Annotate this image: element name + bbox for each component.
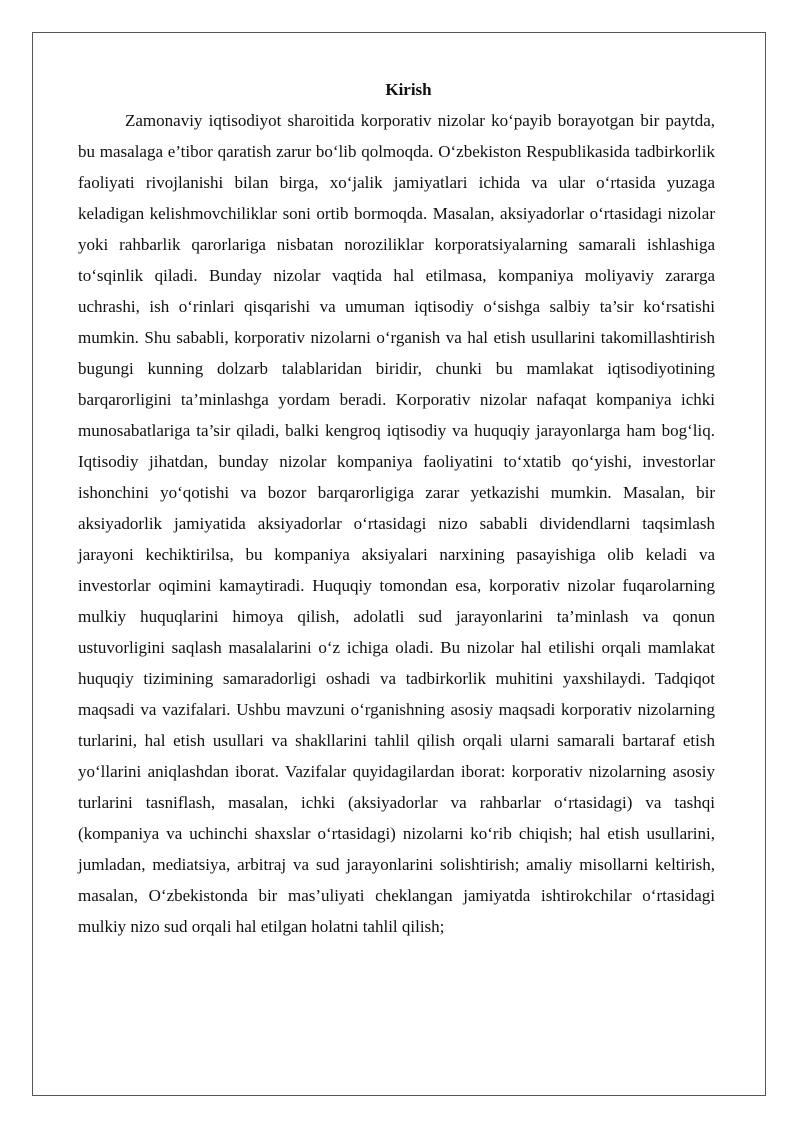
- page-frame: [32, 32, 766, 1096]
- document-body: [78, 75, 715, 942]
- section-heading: Kirish: [385, 80, 432, 99]
- body-paragraph: Zamonaviy iqtisodiyot sharoitida korporativ nizolar ko‘payib borayotgan bir paytda, bu masalaga e’tibor qaratish zarur bo‘lib qolmoqda. O‘zbekiston Respublikasida tadbirkorlik faoliyati rivojlanishi bilan birga, xo‘jalik jamiyatlari ichida va ular o‘rtasida yuzaga keladigan kelishmovchiliklar soni ortib bormoqda. Masalan, aksiyadorlar o‘rtasidagi nizolar yoki rahbarlik qarorlariga nisbatan noroziliklar korporatsiyalarning samarali ishlashiga to‘sqinlik qiladi. Bunday nizolar vaqtida hal etilmasa, kompaniya moliyaviy zararga uchrashi, ish o‘rinlari qisqarishi va umuman iqtisodiy o‘sishga salbiy ta’sir ko‘rsatishi mumkin. Shu sababli, korporativ nizolarni o‘rganish va hal etish usullarini takomillashtirish bugungi kunning dolzarb talablaridan biridir, chunki bu mamlakat iqtisodiyotining barqarorligini ta’minlashga yordam beradi. Korporativ nizolar nafaqat kompaniya ichki munosabatlariga ta’sir qiladi, balki kengroq iqtisodiy va huquqiy jarayonlarga ham bog‘liq. Iqtisodiy jihatdan, bunday nizolar kompaniya faoliyatini to‘xtatib qo‘yishi, investorlar ishonchini yo‘qotishi va bozor barqarorligiga zarar yetkazishi mumkin. Masalan, bir aksiyadorlik jamiyatida aksiyadorlar o‘rtasidagi nizo sababli dividendlarni taqsimlash jarayoni kechiktirilsa, bu kompaniya aksiyalari narxining pasayishiga olib keladi va investorlar oqimini kamaytiradi. Huquqiy tomondan esa, korporativ nizolar fuqarolarning mulkiy huquqlarini himoya qilish, adolatli sud jarayonlarini ta’minlash va qonun ustuvorligini saqlash masalalarini o‘z ichiga oladi. Bu nizolar hal etilishi orqali mamlakat huquqiy tizimining samaradorligi oshadi va tadbirkorlik muhitini yaxshilaydi. Tadqiqot maqsadi va vazifalari. Ushbu mavzuni o‘rganishning asosiy maqsadi korporativ nizolarning turlarini, hal etish usullari va shakllarini tahlil qilish orqali ularni samarali bartaraf etish yo‘llarini aniqlashdan iborat. Vazifalar quyidagilardan iborat: korporativ nizolarning asosiy turlarini tasniflash, masalan, ichki (aksiyadorlar va rahbarlar o‘rtasidagi) va tashqi (kompaniya va uchinchi shaxslar o‘rtasidagi) nizolarni ko‘rib chiqish; hal etish usullarini, jumladan, mediatsiya, arbitraj va sud jarayonlarini solishtirish; amaliy misollarni keltirish, masalan, O‘zbekistonda bir mas’uliyati cheklangan jamiyatda ishtirokchilar o‘rtasidagi mulkiy nizo sud orqali hal etilgan holatni tahlil qilish;: [78, 111, 715, 936]
